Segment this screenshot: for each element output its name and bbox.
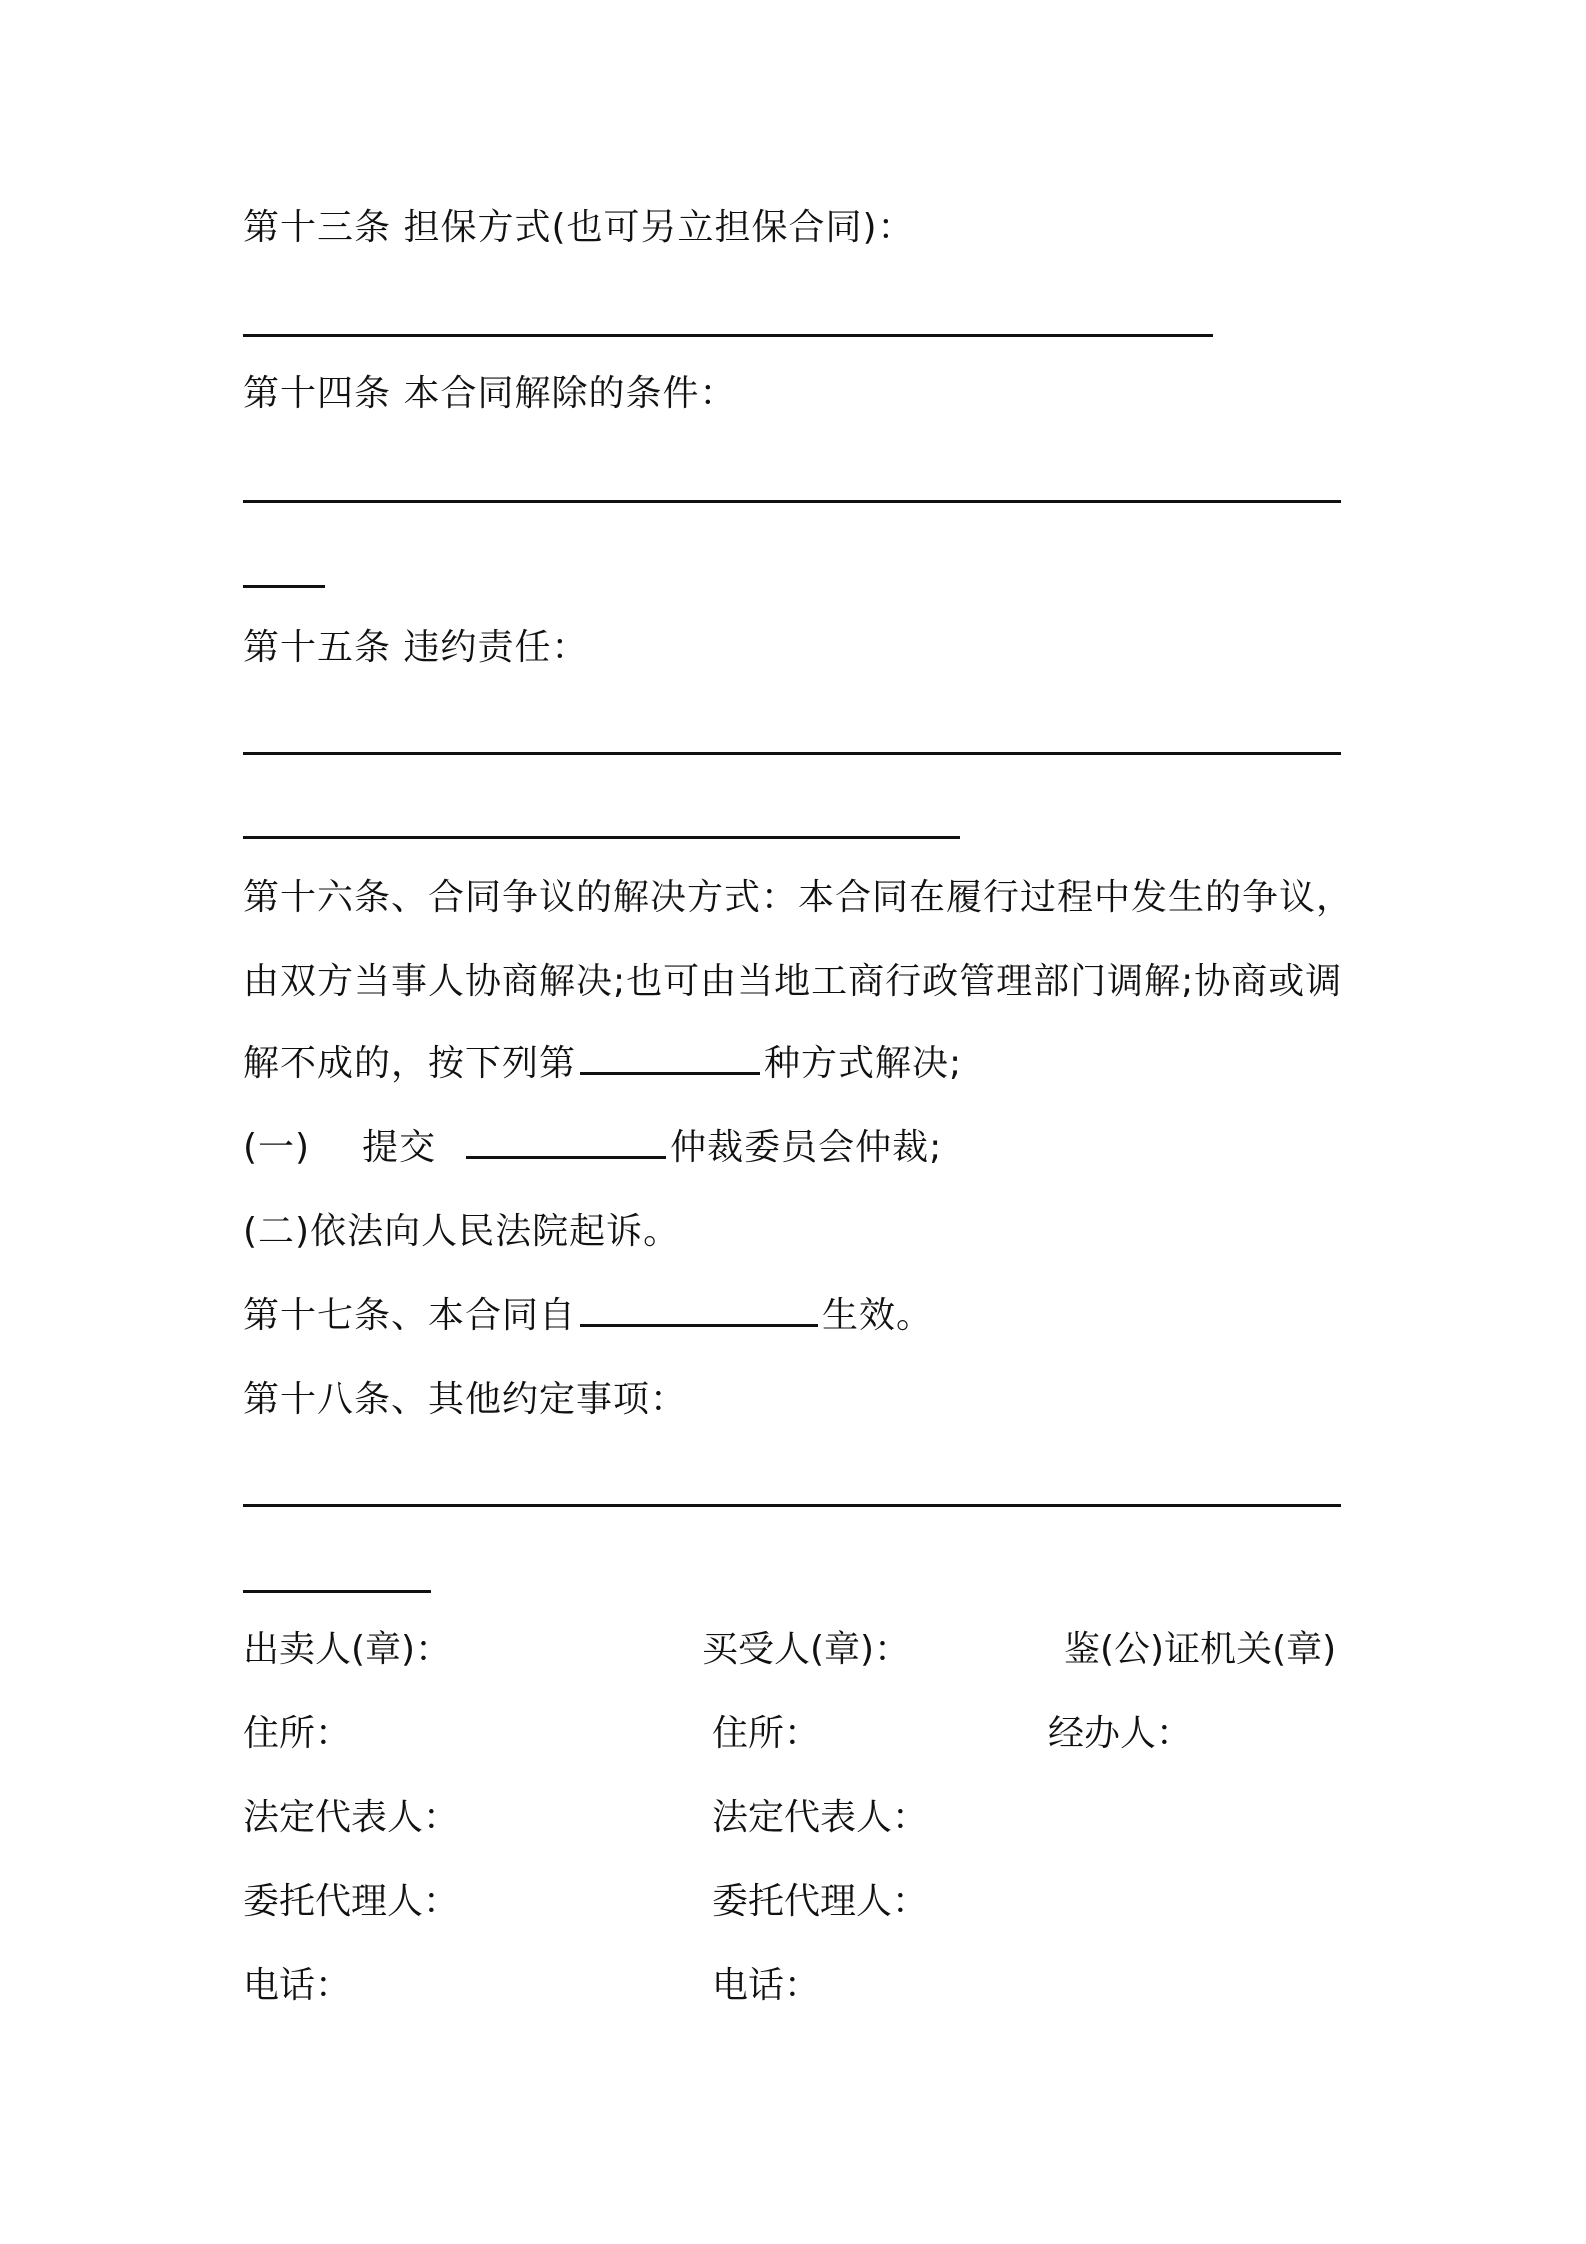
article-15-heading: 第十五条 违约责任：: [243, 627, 589, 668]
option-1: [243, 1126, 942, 1170]
notary-seal-label: 鉴(公)证机关(章): [1064, 1629, 1337, 1670]
article-15-blank-line-2[interactable]: [243, 836, 960, 839]
option-1-suffix: 仲裁委员会仲裁;: [670, 1127, 943, 1168]
notary-handler-label: 经办人：: [1048, 1713, 1193, 1754]
method-number-blank[interactable]: [580, 1042, 760, 1075]
effective-date-blank[interactable]: [580, 1294, 818, 1327]
article-16-line-3: [243, 1042, 962, 1086]
buyer-legal-rep-label: 法定代表人：: [712, 1797, 929, 1838]
article-14-heading: 第十四条 本合同解除的条件：: [243, 373, 737, 414]
option-2: (二)依法向人民法院起诉。: [243, 1211, 681, 1252]
seller-address-label: 住所：: [243, 1713, 352, 1754]
seller-legal-rep-label: 法定代表人：: [243, 1797, 460, 1838]
article-13-blank-line[interactable]: [243, 334, 1213, 337]
article-16-line-3-prefix: 解不成的，按下列第: [243, 1043, 577, 1084]
article-18-blank-line-1[interactable]: [243, 1504, 1341, 1507]
article-17-prefix: 第十七条、本合同自: [243, 1295, 577, 1336]
article-17-suffix: 生效。: [822, 1295, 934, 1336]
buyer-agent-label: 委托代理人：: [712, 1881, 929, 1922]
buyer-seal-label: 买受人(章)：: [702, 1629, 911, 1670]
article-16-line-2: 由双方当事人协商解决;也可由当地工商行政管理部门调解;协商或调: [243, 961, 1343, 1002]
article-13-heading: 第十三条 担保方式(也可另立担保合同)：: [243, 207, 915, 248]
seller-seal-label: 出卖人(章)：: [243, 1629, 452, 1670]
option-1-mark: (一): [243, 1127, 311, 1168]
article-16-line-3-suffix: 种方式解决;: [764, 1043, 963, 1084]
seller-phone-label: 电话：: [243, 1965, 352, 2006]
arbitration-committee-blank[interactable]: [466, 1126, 666, 1159]
article-17: [243, 1294, 933, 1338]
article-18-blank-line-2[interactable]: [243, 1590, 431, 1593]
article-14-blank-line-2[interactable]: [243, 585, 325, 588]
article-16-line-1: 第十六条、合同争议的解决方式：本合同在履行过程中发生的争议，: [243, 877, 1354, 918]
article-18-heading: 第十八条、其他约定事项：: [243, 1379, 688, 1420]
buyer-address-label: 住所：: [712, 1713, 821, 1754]
article-14-blank-line-1[interactable]: [243, 500, 1341, 503]
article-15-blank-line-1[interactable]: [243, 752, 1341, 755]
option-1-prefix: 提交: [362, 1127, 437, 1168]
seller-agent-label: 委托代理人：: [243, 1881, 460, 1922]
buyer-phone-label: 电话：: [712, 1965, 821, 2006]
